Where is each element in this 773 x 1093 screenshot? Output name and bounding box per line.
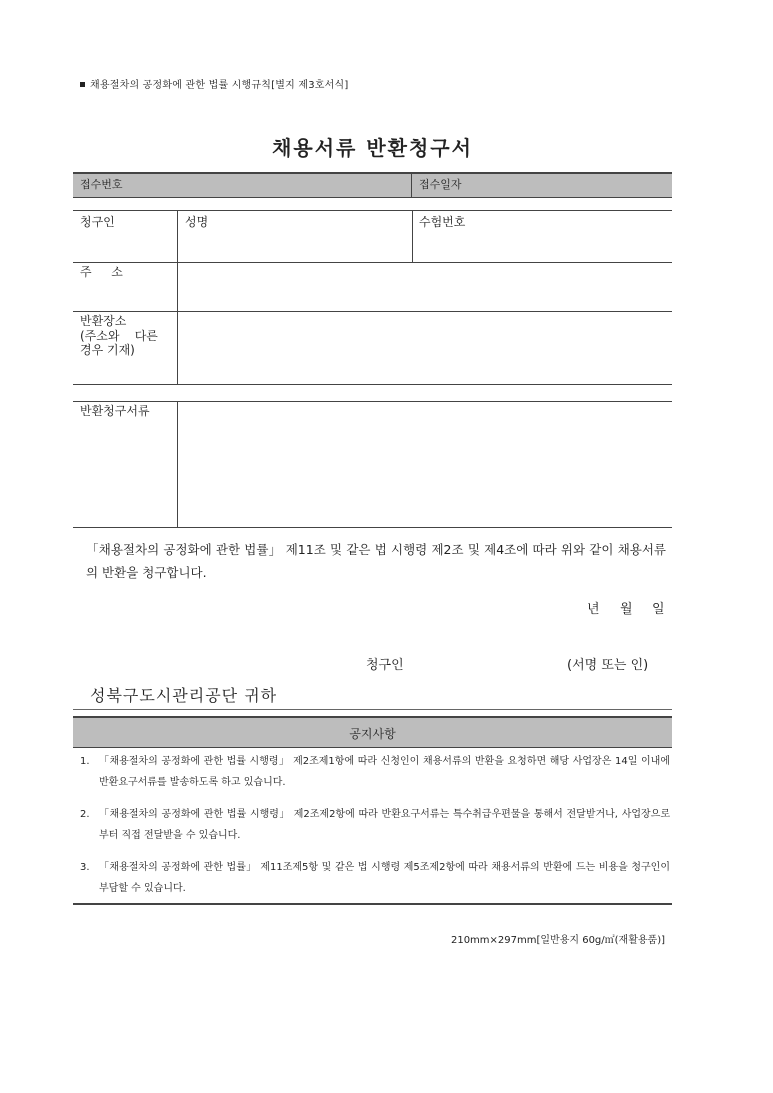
divider bbox=[73, 384, 672, 385]
square-bullet-icon bbox=[80, 82, 85, 87]
document-title: 채용서류 반환청구서 bbox=[272, 136, 473, 160]
notice-item-text: 「채용절차의 공정화에 관한 법률 시행령」 제2조제2항에 따라 반환요구서류는 특수취급우편물을 통해서 전달받거나, 사업장으로부터 직접 전달받을 수 있습니다. bbox=[99, 809, 670, 841]
name-field[interactable]: 성명 bbox=[185, 215, 209, 229]
notice-top-border bbox=[73, 716, 672, 718]
return-place-field[interactable] bbox=[178, 312, 672, 384]
divider bbox=[73, 197, 672, 198]
form-reference-note bbox=[80, 76, 348, 91]
notice-item bbox=[80, 857, 670, 899]
address-label: 주 소 bbox=[80, 265, 123, 279]
address-field[interactable] bbox=[178, 263, 672, 311]
divider bbox=[73, 709, 672, 710]
receipt-number-label: 접수번호 bbox=[80, 178, 123, 191]
form-reference-text: 채용절차의 공정화에 관한 법률 시행규칙[별지 제3호서식] bbox=[90, 80, 349, 91]
notice-item bbox=[80, 804, 670, 846]
notice-item-text: 「채용절차의 공정화에 관한 법률」 제11조제5항 및 같은 법 시행령 제5조제2항에 따라 채용서류의 반환에 드는 비용을 청구인이 부담할 수 있습니다. bbox=[99, 862, 670, 894]
documents-field[interactable] bbox=[178, 402, 672, 527]
documents-label: 반환청구서류 bbox=[80, 404, 150, 418]
request-statement: 「채용절차의 공정화에 관한 법률」 제11조 및 같은 법 시행령 제2조 및 제4조에 따라 위와 같이 채용서류의 반환을 청구합니다. bbox=[86, 542, 666, 580]
return-place-label-line2: (주소와 다른 bbox=[80, 329, 158, 343]
divider bbox=[73, 210, 672, 211]
return-place-label-line1: 반환장소 bbox=[80, 314, 127, 328]
divider bbox=[73, 747, 672, 748]
notice-item-number: 1. bbox=[80, 756, 90, 767]
signature-claimant-label: 청구인 bbox=[366, 658, 404, 673]
notice-item-number: 2. bbox=[80, 809, 90, 820]
divider bbox=[73, 527, 672, 528]
paper-spec-footer: 210mm×297mm[일반용지 60g/㎡(재활용품)] bbox=[450, 935, 665, 946]
signature-field[interactable]: (서명 또는 인) bbox=[567, 658, 649, 673]
recipient: 성북구도시관리공단 귀하 bbox=[90, 686, 278, 705]
notice-item-text: 「채용절차의 공정화에 관한 법률 시행령」 제2조제1항에 따라 신청인이 채용서류의 반환을 요청하면 해당 사업장은 14일 이내에 반환요구서류를 발송하도록 하고 있습니다. bbox=[99, 756, 670, 788]
divider bbox=[412, 211, 413, 262]
date-month: 월 bbox=[620, 602, 633, 617]
notice-item-number: 3. bbox=[80, 862, 90, 873]
notice-title: 공지사항 bbox=[349, 727, 396, 741]
date-year: 년 bbox=[587, 602, 600, 617]
receipt-date-label: 접수일자 bbox=[419, 178, 462, 191]
notice-item bbox=[80, 751, 670, 793]
notice-bottom-border bbox=[73, 903, 672, 905]
exam-number-field[interactable]: 수험번호 bbox=[419, 215, 466, 229]
return-place-label-line3: 경우 기재) bbox=[80, 343, 135, 357]
date-day: 일 bbox=[652, 602, 665, 617]
receipt-band bbox=[73, 173, 672, 197]
table-top-border bbox=[73, 172, 672, 174]
claimant-label: 청구인 bbox=[80, 215, 115, 229]
divider bbox=[411, 174, 412, 197]
